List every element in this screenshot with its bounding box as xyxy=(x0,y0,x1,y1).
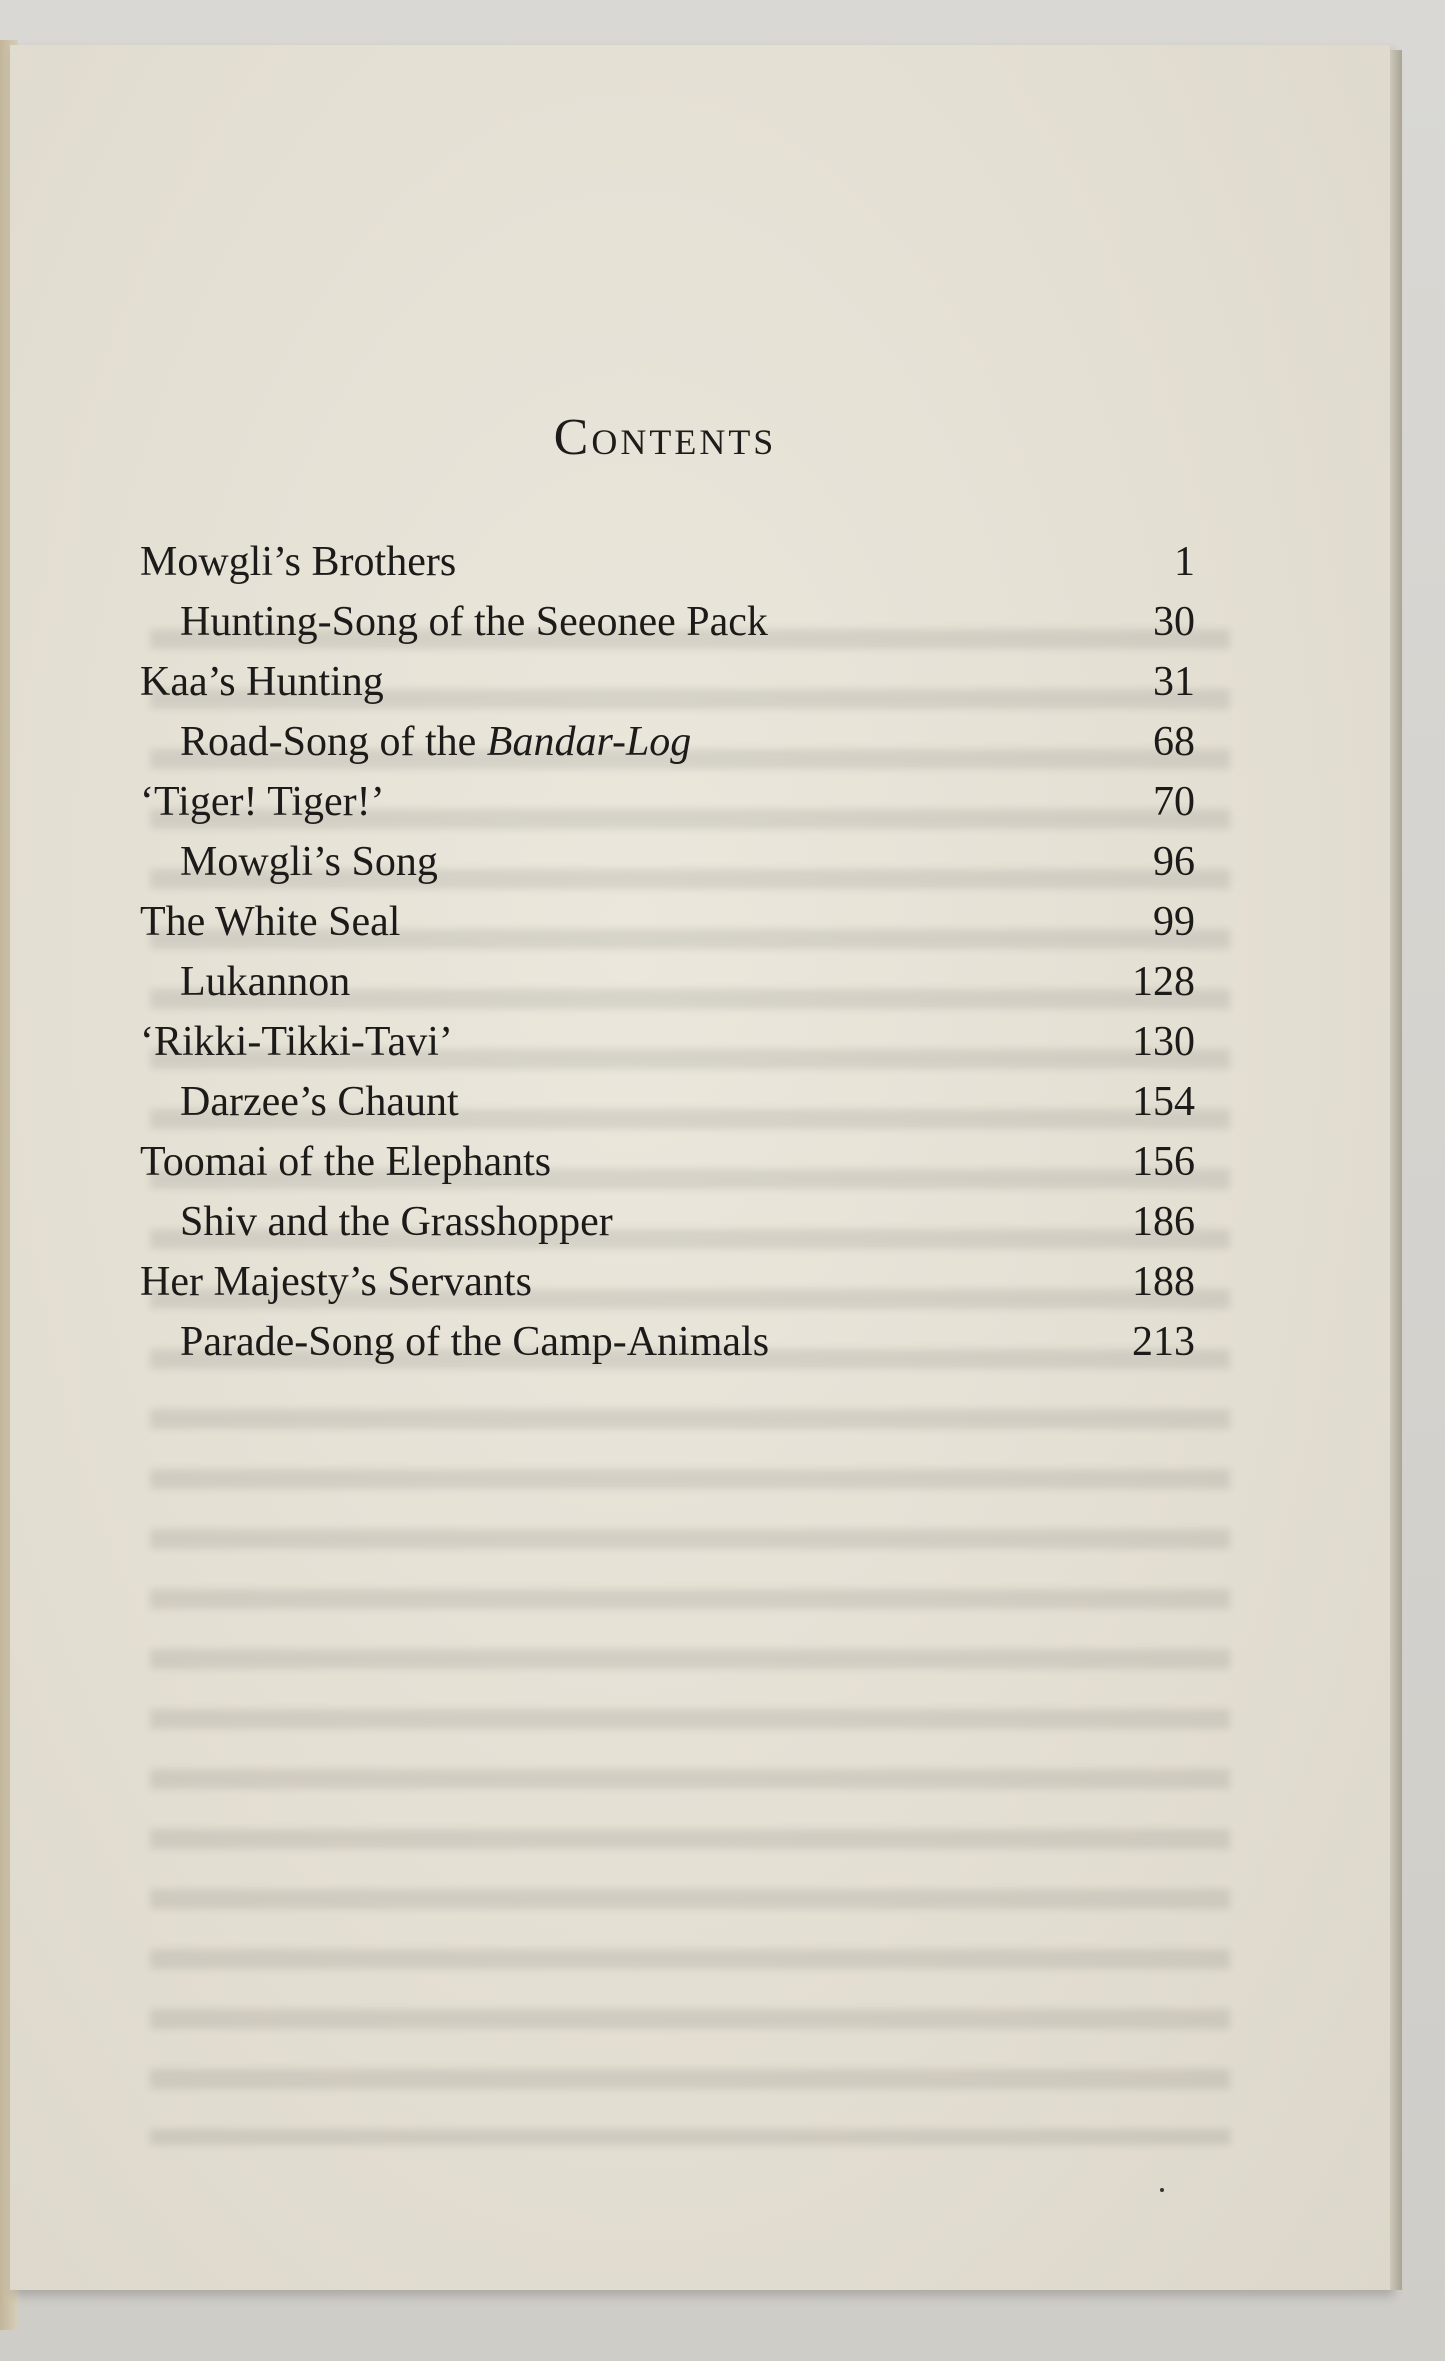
page-stack-edge xyxy=(1390,50,1402,2290)
toc-entry-page: 99 xyxy=(1153,899,1195,945)
ink-speck xyxy=(1160,2188,1164,2192)
toc-entry xyxy=(180,712,1195,772)
toc-entry xyxy=(140,1012,1195,1072)
toc-entry-page: 188 xyxy=(1132,1259,1195,1305)
toc-entry-page: 96 xyxy=(1153,839,1195,885)
toc-entry-page: 186 xyxy=(1132,1199,1195,1245)
toc-entry-page: 213 xyxy=(1132,1319,1195,1365)
toc-entry-page: 156 xyxy=(1132,1139,1195,1185)
toc-entry-title: ‘Rikki-Tikki-Tavi’ xyxy=(140,1019,453,1065)
toc-entry xyxy=(180,1312,1195,1372)
toc-entry xyxy=(140,1252,1195,1312)
toc-entry-title-wrap xyxy=(180,712,691,772)
contents-heading: Contents xyxy=(553,409,777,466)
toc-entry xyxy=(140,892,1195,952)
toc-entry xyxy=(180,952,1195,1012)
toc-entry-page: 130 xyxy=(1132,1019,1195,1065)
toc-entry xyxy=(180,1072,1195,1132)
toc-entry xyxy=(140,532,1195,592)
toc-entry xyxy=(140,652,1195,712)
toc-entry-title: Shiv and the Grasshopper xyxy=(180,1199,613,1245)
toc-entry-page: 30 xyxy=(1153,599,1195,645)
toc-entry-title: Her Majesty’s Servants xyxy=(140,1259,532,1305)
toc-entry xyxy=(180,592,1195,652)
toc-entry xyxy=(180,1192,1195,1252)
toc-entry-title: Hunting-Song of the Seeonee Pack xyxy=(180,599,768,645)
toc-entry-title: Kaa’s Hunting xyxy=(140,659,384,705)
toc-entry-page: 128 xyxy=(1132,959,1195,1005)
toc-entry xyxy=(140,772,1195,832)
toc-entry-title: Parade-Song of the Camp-Animals xyxy=(180,1319,770,1365)
toc-entry-title: Road-Song of the xyxy=(180,719,487,765)
toc-entry xyxy=(140,1132,1195,1192)
toc-entry-title-italic: Bandar-Log xyxy=(486,719,692,765)
toc-entry-title: Lukannon xyxy=(180,959,351,1005)
toc-entry xyxy=(180,832,1195,892)
toc-entry-title: ‘Tiger! Tiger!’ xyxy=(140,779,385,825)
toc-entry-title: Toomai of the Elephants xyxy=(140,1139,552,1185)
toc-entry-page: 1 xyxy=(1174,539,1195,585)
toc-entry-title: Mowgli’s Brothers xyxy=(140,539,457,585)
toc-entry-title: The White Seal xyxy=(140,899,401,945)
toc-entry-page: 31 xyxy=(1153,659,1195,705)
toc-entry-title: Darzee’s Chaunt xyxy=(180,1079,459,1125)
toc-entry-page: 154 xyxy=(1132,1079,1195,1125)
toc-entry-page: 68 xyxy=(1153,719,1195,765)
toc-entry-page: 70 xyxy=(1153,779,1195,825)
toc-entry-title: Mowgli’s Song xyxy=(180,839,438,885)
